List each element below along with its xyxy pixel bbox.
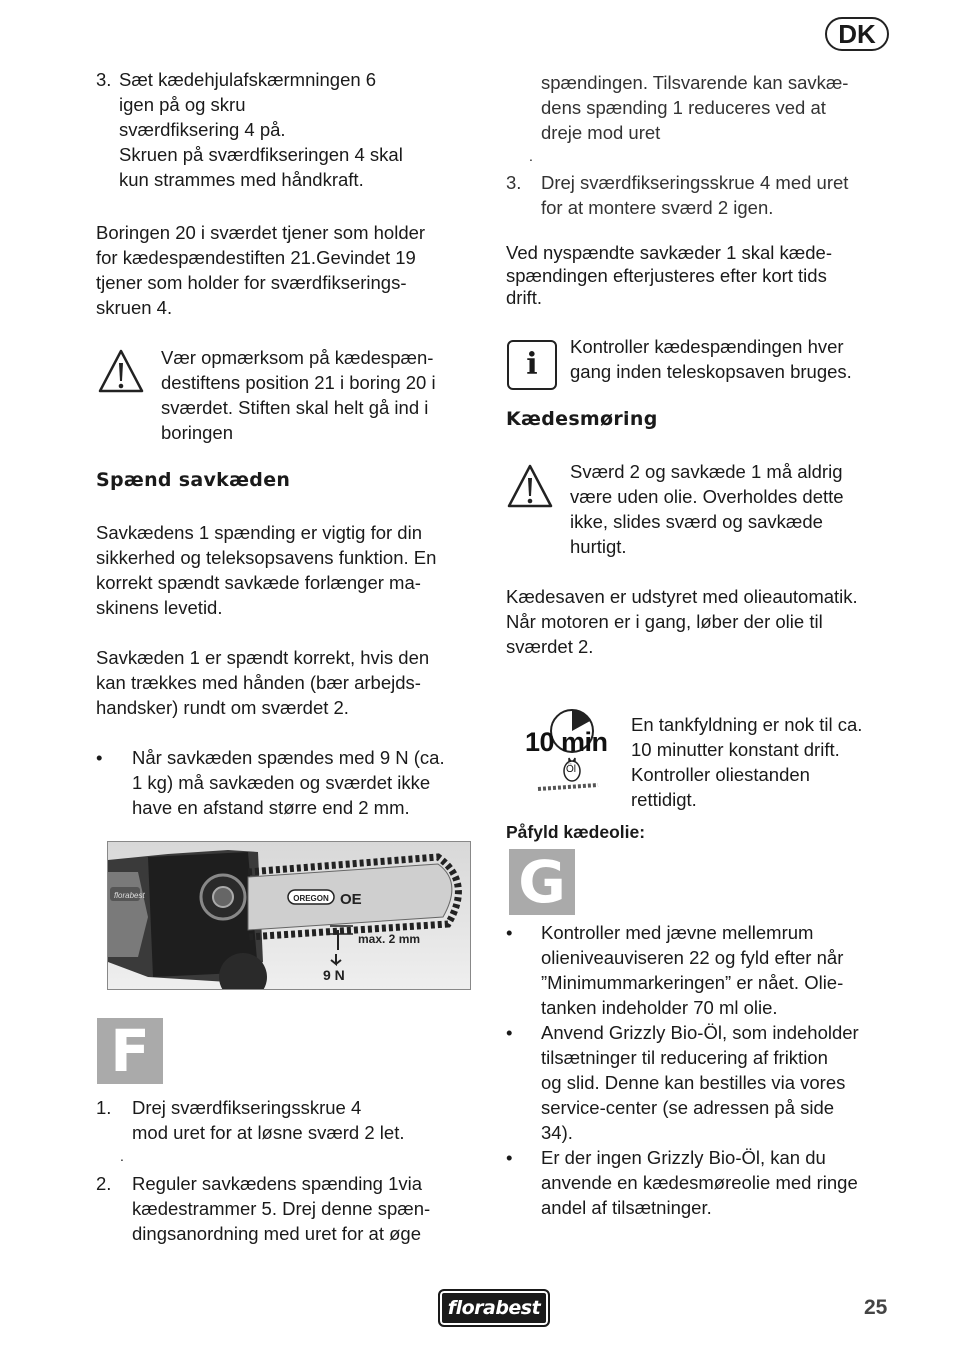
text-line: skruen 4. <box>96 297 173 318</box>
left-warning-text <box>161 345 481 445</box>
figure-f-marker: F <box>97 1018 163 1084</box>
text-line: tilsætninger til reducering af friktion <box>541 1047 828 1068</box>
right-info-text <box>570 334 900 384</box>
text-line: service-center (se adressen på side <box>541 1097 835 1118</box>
tank-duration-icon <box>520 705 620 800</box>
stray-dot: . <box>529 148 533 164</box>
text-line: ikke, slides sværd og savkæde <box>570 511 823 532</box>
text-line: olieniveauviseren 22 og fyld efter når <box>541 947 844 968</box>
bullet: • <box>506 1147 513 1168</box>
text-line: Sæt kædehjulafskærmningen 6 <box>119 69 377 90</box>
subheading-pafyld: Påfyld kædeolie: <box>506 822 646 842</box>
text-line: dens spænding 1 reduceres ved at <box>541 97 826 118</box>
left-step-1 <box>96 1095 481 1145</box>
section-heading-kaedesmoring: Kædesmøring <box>506 408 658 430</box>
text-line: anvende en kædesmøreolie med ringe <box>541 1172 858 1193</box>
text-line: 10 minutter konstant drift. <box>631 739 840 760</box>
list-item <box>506 920 901 1020</box>
text-line: Drej sværdfikseringsskrue 4 med uret <box>541 172 849 193</box>
text-line: for kædespændestiften 21.Gevindet 19 <box>96 247 416 268</box>
text-line: Savkædens 1 spænding er vigtig for din <box>96 522 422 543</box>
language-badge: DK <box>825 17 889 51</box>
list-item <box>506 1020 901 1145</box>
force-label: 9 N <box>323 967 345 983</box>
text-line: korrekt spændt savkæde forlænger ma- <box>96 572 421 593</box>
right-bullets <box>506 920 901 1220</box>
bullet: • <box>96 747 103 768</box>
text-line: igen på og skru <box>119 94 246 115</box>
bar-oe-label: OE <box>340 891 362 908</box>
text-line: skinens levetid. <box>96 597 223 618</box>
step-number: 3. <box>506 172 522 193</box>
text-line: Vær opmærksom på kædespæn- <box>161 347 434 368</box>
section-heading-spaend: Spænd savkæden <box>96 469 291 491</box>
text-line: Skruen på sværdfikseringen 4 skal <box>119 144 403 165</box>
text-line: Anvend Grizzly Bio-Öl, som indeholder <box>541 1022 859 1043</box>
text-line: sværdet. Stiften skal helt gå ind i <box>161 397 429 418</box>
page-number: 25 <box>864 1296 888 1319</box>
text-line: boringen <box>161 422 234 443</box>
text-line: Når motoren er i gang, løber der olie til <box>506 611 823 632</box>
left-paragraph-boring <box>96 220 481 320</box>
text-line: spændingen efterjusteres efter kort tids <box>506 264 827 286</box>
warning-icon <box>97 348 145 394</box>
text-line: 34). <box>541 1122 573 1143</box>
text-line: Når savkæden spændes med 9 N (ca. <box>132 747 445 768</box>
right-step-3 <box>506 170 901 220</box>
text-line: Drej sværdfikseringsskrue 4 <box>132 1097 362 1118</box>
max-distance-label: max. 2 mm <box>358 932 421 946</box>
chain-bar-illustration <box>108 842 470 989</box>
text-line: Savkæden 1 er spændt korrekt, hvis den <box>96 647 430 668</box>
left-bullet-9n <box>96 745 481 820</box>
text-line: ”Minimummarkeringen” er nået. Olie- <box>541 972 844 993</box>
text-line: 1 kg) må savkæden og sværdet ikke <box>132 772 431 793</box>
text-line: have en afstand større end 2 mm. <box>132 797 410 818</box>
text-line: Sværd 2 og savkæde 1 må aldrig <box>570 461 843 482</box>
left-step-2 <box>96 1171 481 1246</box>
text-line: Kædesaven er udstyret med olieautomatik. <box>506 586 858 607</box>
bar-brand-label: OREGON <box>293 894 329 903</box>
florabest-logo <box>438 1289 550 1327</box>
right-paragraph-new-chains <box>506 242 901 310</box>
text-line: Er der ingen Grizzly Bio-Öl, kan du <box>541 1147 826 1168</box>
text-line: Kontroller kædespændingen hver <box>570 336 844 357</box>
text-line: Boringen 20 i sværdet tjener som holder <box>96 222 426 243</box>
info-letter: i <box>526 347 538 382</box>
text-line: gang inden teleskopsaven bruges. <box>570 361 852 382</box>
text-line: tjener som holder for sværdfikserings- <box>96 272 407 293</box>
text-line: spændingen. Tilsvarende kan savkæ- <box>541 72 849 93</box>
text-line: Kontroller oliestanden <box>631 764 810 785</box>
logo-text: florabest <box>447 1297 541 1319</box>
right-continuation <box>541 70 901 145</box>
text-line: Kontroller med jævne mellemrum <box>541 922 814 943</box>
text-line: tanken indeholder 70 ml olie. <box>541 997 778 1018</box>
step-number: 1. <box>96 1097 112 1118</box>
text-line: kan trækkes med hånden (bær arbejds- <box>96 672 421 693</box>
text-line: kædestrammer 5. Drej denne spæn- <box>132 1198 431 1219</box>
step-number: 2. <box>96 1173 112 1194</box>
text-line: En tankfyldning er nok til ca. <box>631 714 863 735</box>
text-line: dingsanordning med uret for at øge <box>132 1223 421 1244</box>
bullet: • <box>506 1022 513 1043</box>
left-paragraph-importance <box>96 520 481 620</box>
text-line: rettidigt. <box>631 789 697 810</box>
text-line: Ved nyspændte savkæder 1 skal kæde- <box>506 242 832 263</box>
chain-tension-photo <box>107 841 471 990</box>
stray-dot: . <box>120 1148 124 1164</box>
text-line: for at montere sværd 2 igen. <box>541 197 774 218</box>
text-line: andel af tilsætninger. <box>541 1197 712 1218</box>
text-line: sværdfiksering 4 på. <box>119 119 286 140</box>
step-number: 3. <box>96 69 112 90</box>
text-line: handsker) rundt om sværdet 2. <box>96 697 349 718</box>
right-warning-text <box>570 459 900 559</box>
text-line: destiftens position 21 i boring 20 i <box>161 372 436 393</box>
text-line: og slid. Denne kan bestilles via vores <box>541 1072 846 1093</box>
left-paragraph-correct <box>96 645 481 720</box>
text-line: kun strammes med håndkraft. <box>119 169 364 190</box>
list-item <box>506 1145 901 1220</box>
right-paragraph-oil-automatic <box>506 584 906 659</box>
housing-logo: florabest <box>114 891 145 900</box>
info-icon <box>507 340 557 390</box>
text-line: hurtigt. <box>570 536 627 557</box>
oil-drop-label: Öl <box>566 764 576 775</box>
text-line: mod uret for at løsne sværd 2 let. <box>132 1122 405 1143</box>
bullet: • <box>506 922 513 943</box>
text-line: Reguler savkædens spænding 1via <box>132 1173 423 1194</box>
text-line: være uden olie. Overholdes dette <box>570 486 844 507</box>
text-line: sikkerhed og teleksopsavens funktion. En <box>96 547 437 568</box>
text-line: sværdet 2. <box>506 636 594 657</box>
text-line: drift. <box>506 287 542 308</box>
right-tank-text <box>631 712 901 812</box>
figure-g-marker: G <box>509 849 575 915</box>
tank-time-label: 10 min <box>525 727 608 757</box>
warning-icon <box>506 463 554 509</box>
left-step-3 <box>96 67 476 192</box>
text-line: dreje mod uret <box>541 122 661 143</box>
